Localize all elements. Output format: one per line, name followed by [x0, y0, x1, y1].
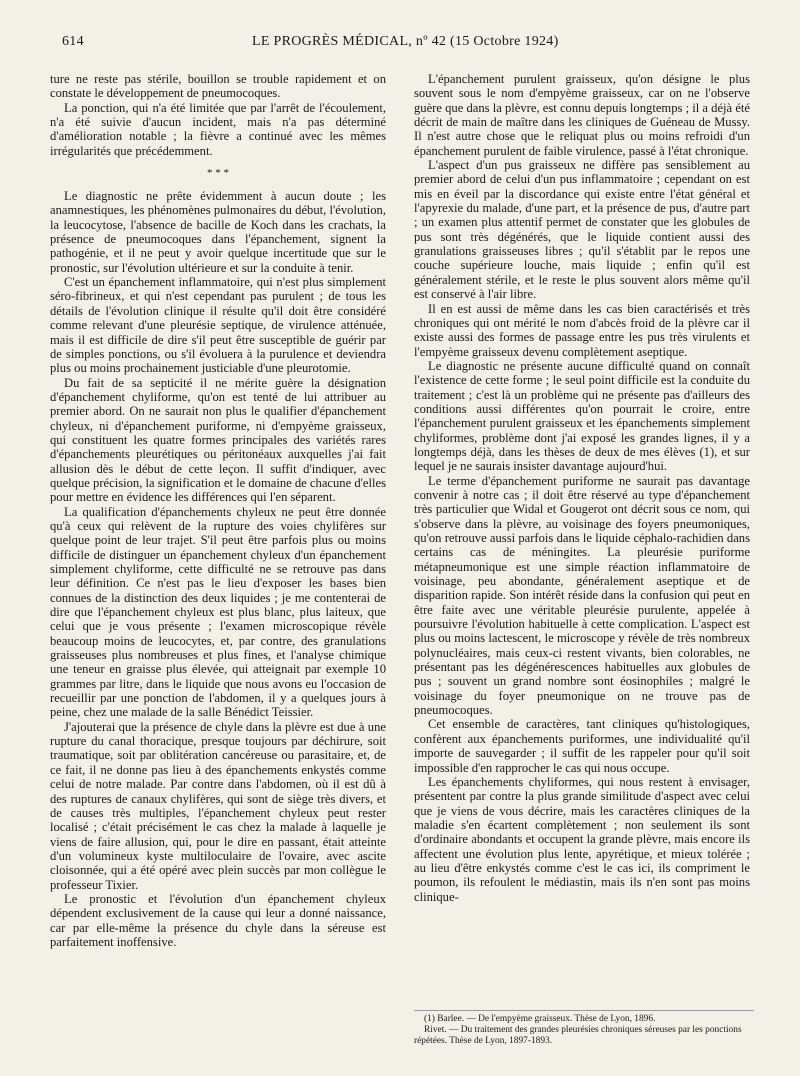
paragraph: Le diagnostic ne prête évidemment à aucun doute ; les anamnestiques, les phénomènes pulmonaires du début, l'évolution, la leucocytose, l'absence de bacille de Koch dans les crachats, la présence de pneumocoques dans l'épanchement, signent la pathogénie, et il ne peut y avoir quelque incertitude que sur le pronostic, sur l'évolution ultérieure et sur la conduite à tenir. [50, 189, 386, 275]
paragraph: J'ajouterai que la présence de chyle dans la plèvre est due à une rupture du canal thoracique, presque toujours par déchirure, soit traumatique, soit par oblitération cancéreuse ou parasitaire, et, de ce fait, il ne donne pas lieu à des épanchements enkystés comme celui de notre malade. Par contre dans l'abdomen, où il est dû à des ruptures de canaux chylifères, qui sont de siège très divers, et de causes très multiples, l'épanchement chyleux peut rester localisé ; c'était précisément le cas chez la malade à laquelle je viens de faire allusion, qui, pour le dire en passant, était atteinte d'un volumineux kyste multiloculaire de l'ovaire, avec ascite cloisonnée, qui a été opéré avec plein succès par mon collègue le professeur Tixier. [50, 719, 386, 892]
paragraph: La ponction, qui n'a été limitée que par l'arrêt de l'écoulement, n'a été suivie d'aucun incident, mais n'a pas déterminé d'amélioration notable ; la fièvre a continué avec les mêmes irrégularités que précédemment. [50, 100, 386, 158]
right-column [414, 72, 750, 904]
paragraph: Du fait de sa septicité il ne mérite guère la désignation d'épanchement chyliforme, qu'on est tenté de lui attribuer au premier abord. On ne saurait non plus le qualifier d'épanchement chyleux, ni d'épanchement puriforme, ni d'empyème graisseux, qui constituent les quatre formes principales des variétés rares d'épanchements pleurétiques ou péritonéaux auxquelles j'ai fait allusion dès le début de cette leçon. Il suffit d'indiquer, avec quelque précision, la signification et le domaine de chacune d'elles pour mettre en évidence les différences qui l'en séparent. [50, 375, 386, 505]
left-column [50, 72, 386, 949]
section-separator: * * * [207, 167, 229, 180]
footnote: (1) Barlee. — De l'empyème graisseux. Thèse de Lyon, 1896. [424, 1014, 656, 1024]
page-number: 614 [62, 34, 84, 49]
paragraph: L'aspect d'un pus graisseux ne diffère pas sensiblement au premier abord de celui d'un pus inflammatoire ; cependant on est mis en éveil par la discordance qui existe entre l'état général et l'apyrexie du malade, d'une part, et la présence de pus, d'autre part ; un examen plus attentif permet de constater que les globules de pus sont très dégénérés, que le liquide contient aussi des granulations graisseuses libres ; qu'il s'établit par le repos une couche supérieure louche, mais liquide ; enfin qu'il est généralement stérile, et le reste le plus souvent alors même qu'il est conservé à l'air libre. [414, 158, 750, 302]
footnotes [414, 1010, 754, 1047]
paragraph: Le terme d'épanchement puriforme ne saurait pas davantage convenir à notre cas ; il doit être réservé au type d'épanchement très particulier que Widal et Gougerot ont décrit sous ce nom, qui s'observe dans la plèvre, au voisinage des foyers pneumoniques, qu'on retrouve aussi parfois dans le liquide céphalo-rachidien dans certains cas de méningites. La pleurésie puriforme métapneumonique est une simple réaction inflammatoire de voisinage, peu abondante, généralement aseptique et de disparition rapide. Son intérêt réside dans la confusion qui peut en être faite avec une véritable pleurésie purulente, appelée à poursuivre l'évolution habituelle à cette complication. L'aspect est plus ou moins lactescent, le microscope y révèle de très nombreux polynucléaires, mais ceux-ci restent vivants, bien colorables, ne présentant pas les dégénérescences habituelles aux globules de pus ; souvent un grand nombre sont éosinophiles ; malgré le voisinage du foyer pneumonique on ne trouve pas de pneumocoques. [414, 473, 750, 718]
paragraph: Les épanchements chyliformes, qui nous restent à envisager, présentent par contre la plus grande similitude d'aspect avec celui que je viens de vous décrire, mais les caractères cliniques de la maladie s'en écartent complètement ; non seulement ils sont d'ordinaire abondants et occupent la grande plèvre, mais encore ils affectent une évolution plus lente, apyrétique, et mieux tolérée ; au lieu d'être enkystés comme c'est le cas ici, ils compriment le poumon, ils refoulent le médiastin, mais ils n'en sont pas moins clinique- [414, 774, 750, 904]
paragraph: Il en est aussi de même dans les cas bien caractérisés et très chroniques qui ont mérité le nom d'abcès froid de la plèvre car il existe aussi des formes de passage entre les pus très virulents et l'empyème graisseux devenu complètement aseptique. [414, 301, 750, 359]
paragraph: Le pronostic et l'évolution d'un épanchement chyleux dépendent exclusivement de la cause qui leur a donné naissance, car par elle-même la présence du chyle dans la séreuse est parfaitement inoffensive. [50, 891, 386, 949]
paragraph: Le diagnostic ne présente aucune difficulté quand on connaît l'existence de cette forme ; le seul point difficile est la conduite du traitement ; c'est là un problème qui ne présente pas d'ailleurs des conditions aussi différentes qu'on pourrait le croire, entre l'épanchement purulent graisseux et les épanchements simplement chyliformes, problème dont j'ai exposé les grandes lignes, il y a longtemps déjà, dans les thèses de deux de mes élèves (1), et sur lequel je ne saurais insister davantage aujourd'hui. [414, 358, 750, 474]
page-header [62, 34, 758, 52]
paragraph: C'est un épanchement inflammatoire, qui n'est plus simplement séro-fibrineux, et qui n'est cependant pas purulent ; de tous les détails de l'évolution clinique il résulte qu'il doit être considéré comme relevant d'une pleurésie septique, de virulence atténuée, mais il est difficile de dire s'il peut être susceptible de guérir par de simples ponctions, ou s'il évoluera à la purulence et deviendra plus ou moins prochainement justiciable d'une pleurotomie. [50, 275, 386, 376]
running-title: LE PROGRÈS MÉDICAL, nº 42 (15 Octobre 1924) [252, 34, 559, 49]
paragraph: L'épanchement purulent graisseux, qu'on désigne le plus souvent sous le nom d'empyème graisseux, car on ne l'observe guère que dans la plèvre, est connu depuis longtemps ; il a déjà été décrit de main de maître dans les cliniques de Guéneau de Mussy. Il n'est autre chose que le reliquat plus ou moins refroidi d'un épanchement purulent de faible virulence, passé à l'état chronique. [414, 72, 750, 158]
paragraph: ture ne reste pas stérile, bouillon se trouble rapidement et on constate le développement de pneumocoques. [50, 72, 386, 101]
paragraph: Cet ensemble de caractères, tant cliniques qu'histologiques, confèrent aux épanchements puriformes, une individualité qu'il importe de sauvegarder ; il suffit de les rappeler pour qu'il soit impossible d'en rapprocher le cas qui nous occupe. [414, 717, 750, 775]
footnote: Rivet. — Du traitement des grandes pleurésies chroniques séreuses par les ponctions répétées. Thèse de Lyon, 1897-1893. [414, 1025, 742, 1046]
paragraph: La qualification d'épanchements chyleux ne peut être donnée qu'à ceux qui relèvent de la rupture des voies chylifères sur quelque point de leur trajet. S'il peut être parfois plus ou moins difficile de distinguer un épanchement chyleux d'un épanchement simplement chyliforme, cette difficulté ne se retrouve pas dans leur définition. Ce n'est pas le lieu d'exposer les bases bien connues de la distinction des deux liquides ; je me contenterai de dire que l'épanchement chyleux est plus blanc, plus laiteux, que celui que je vous présente ; l'examen microscopique révèle beaucoup moins de leucocytes, et, par contre, des granulations graisseuses plus nombreuses et plus fines, et l'analyse chimique une teneur en graisse plus élevée, qui atteignait par exemple 10 grammes par litre, dans le liquide que nous avons eu l'occasion de recueillir par une ponction de l'abdomen, il y a quelques jours à peine, chez une malade de la salle Bénédict Teissier. [50, 504, 386, 720]
